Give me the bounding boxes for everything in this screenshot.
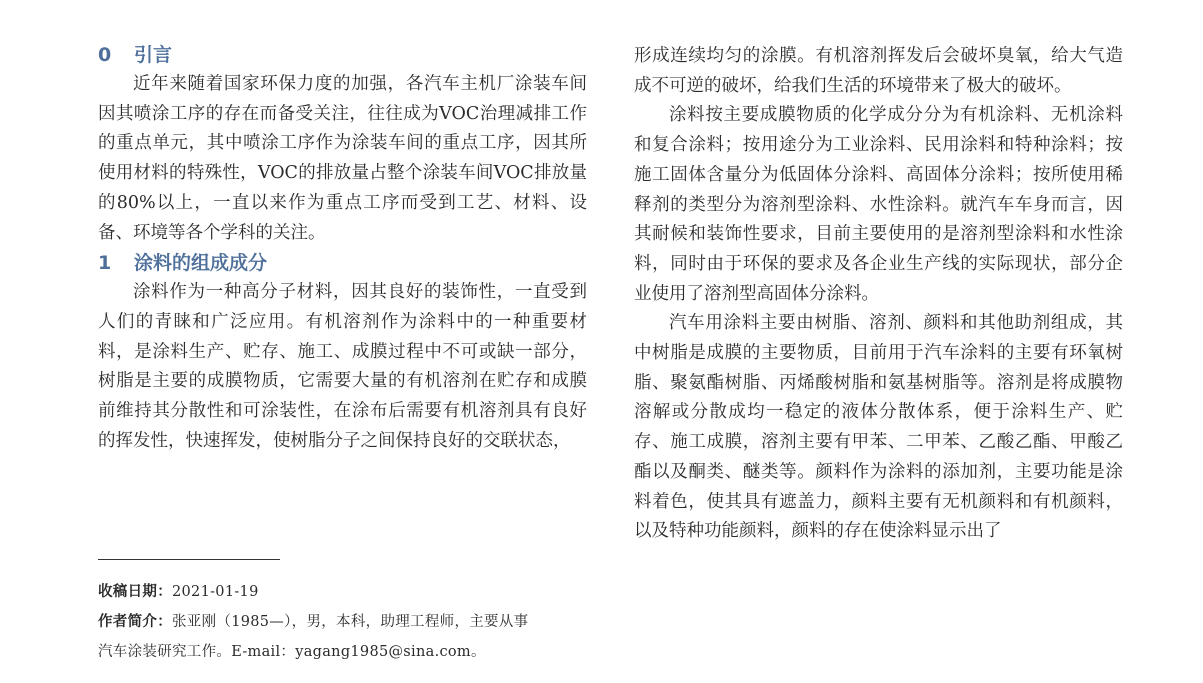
author-bio-text: 张亚刚（1985—），男，本科，助理工程师，主要从事	[172, 614, 529, 630]
footnote-divider	[98, 559, 280, 560]
section-number: 1	[98, 252, 112, 275]
left-column	[98, 40, 587, 456]
continued-paragraph: 形成连续均匀的涂膜。有机溶剂挥发后会破坏臭氧，给大气造成不可逆的破坏，给我们生活的环境带来了极大的破坏。	[634, 46, 1123, 96]
received-date-label: 收稿日期：	[98, 584, 172, 600]
composition-paragraph: 涂料作为一种高分子材料，因其良好的装饰性，一直受到人们的青睐和广泛应用。有机溶剂作为涂料中的一种重要材料，是涂料生产、贮存、施工、成膜过程中不可或缺一部分，树脂是主要的成膜物质，它需要大量的有机溶剂在贮存和成膜前维持其分散性和可涂装性，在涂布后需要有机溶剂具有良好的挥发性，快速挥发，使树脂分子之间保持良好的交联状态，	[98, 282, 587, 451]
author-bio-note	[98, 607, 587, 637]
coating-classification-paragraph: 涂料按主要成膜物质的化学成分分为有机涂料、无机涂料和复合涂料；按用途分为工业涂料、民用涂料和特种涂料；按施工固体含量分为低固体分涂料、高固体分涂料；按所使用稀释剂的类型分为溶剂型涂料、水性涂料。就汽车车身而言，因其耐候和装饰性要求，目前主要使用的是溶剂型涂料和水性涂料，同时由于环保的要求及各企业生产线的实际现状，部分企业使用了溶剂型高固体分涂料。	[634, 105, 1123, 304]
section-title: 涂料的组成成分	[134, 252, 268, 275]
author-bio-continued: 汽车涂装研究工作。E-mail：yagang1985@sina.com。	[98, 644, 486, 660]
right-column	[634, 42, 1123, 547]
section-heading-composition	[98, 248, 587, 278]
footnotes	[98, 577, 587, 667]
section-heading-introduction	[98, 40, 587, 70]
automotive-coating-paragraph: 汽车用涂料主要由树脂、溶剂、颜料和其他助剂组成，其中树脂是成膜的主要物质，目前用于汽车涂料的主要有环氧树脂、聚氨酯树脂、丙烯酸树脂和氨基树脂等。溶剂是将成膜物溶解或分散成均一稳定的液体分散体系，便于涂料生产、贮存、施工成膜，溶剂主要有甲苯、二甲苯、乙酸乙酯、甲酸乙酯以及酮类、醚类等。颜料作为涂料的添加剂，主要功能是涂料着色，使其具有遮盖力，颜料主要有无机颜料和有机颜料，以及特种功能颜料，颜料的存在使涂料显示出了	[634, 313, 1123, 542]
section-number: 0	[98, 44, 112, 66]
author-bio-label: 作者简介：	[98, 614, 172, 630]
received-date-value: 2021-01-19	[172, 584, 259, 600]
introduction-paragraph: 近年来随着国家环保力度的加强，各汽车主机厂涂装车间因其喷涂工序的存在而备受关注，往往成为VOC治理减排工作的重点单元，其中喷涂工序作为涂装车间的重点工序，因其所使用材料的特殊性，VOC的排放量占整个涂装车间VOC排放量的80%以上，一直以来作为重点工序而受到工艺、材料、设备、环境等各个学科的关注。	[98, 74, 587, 243]
received-date-note	[98, 577, 587, 607]
section-title: 引言	[134, 44, 173, 66]
